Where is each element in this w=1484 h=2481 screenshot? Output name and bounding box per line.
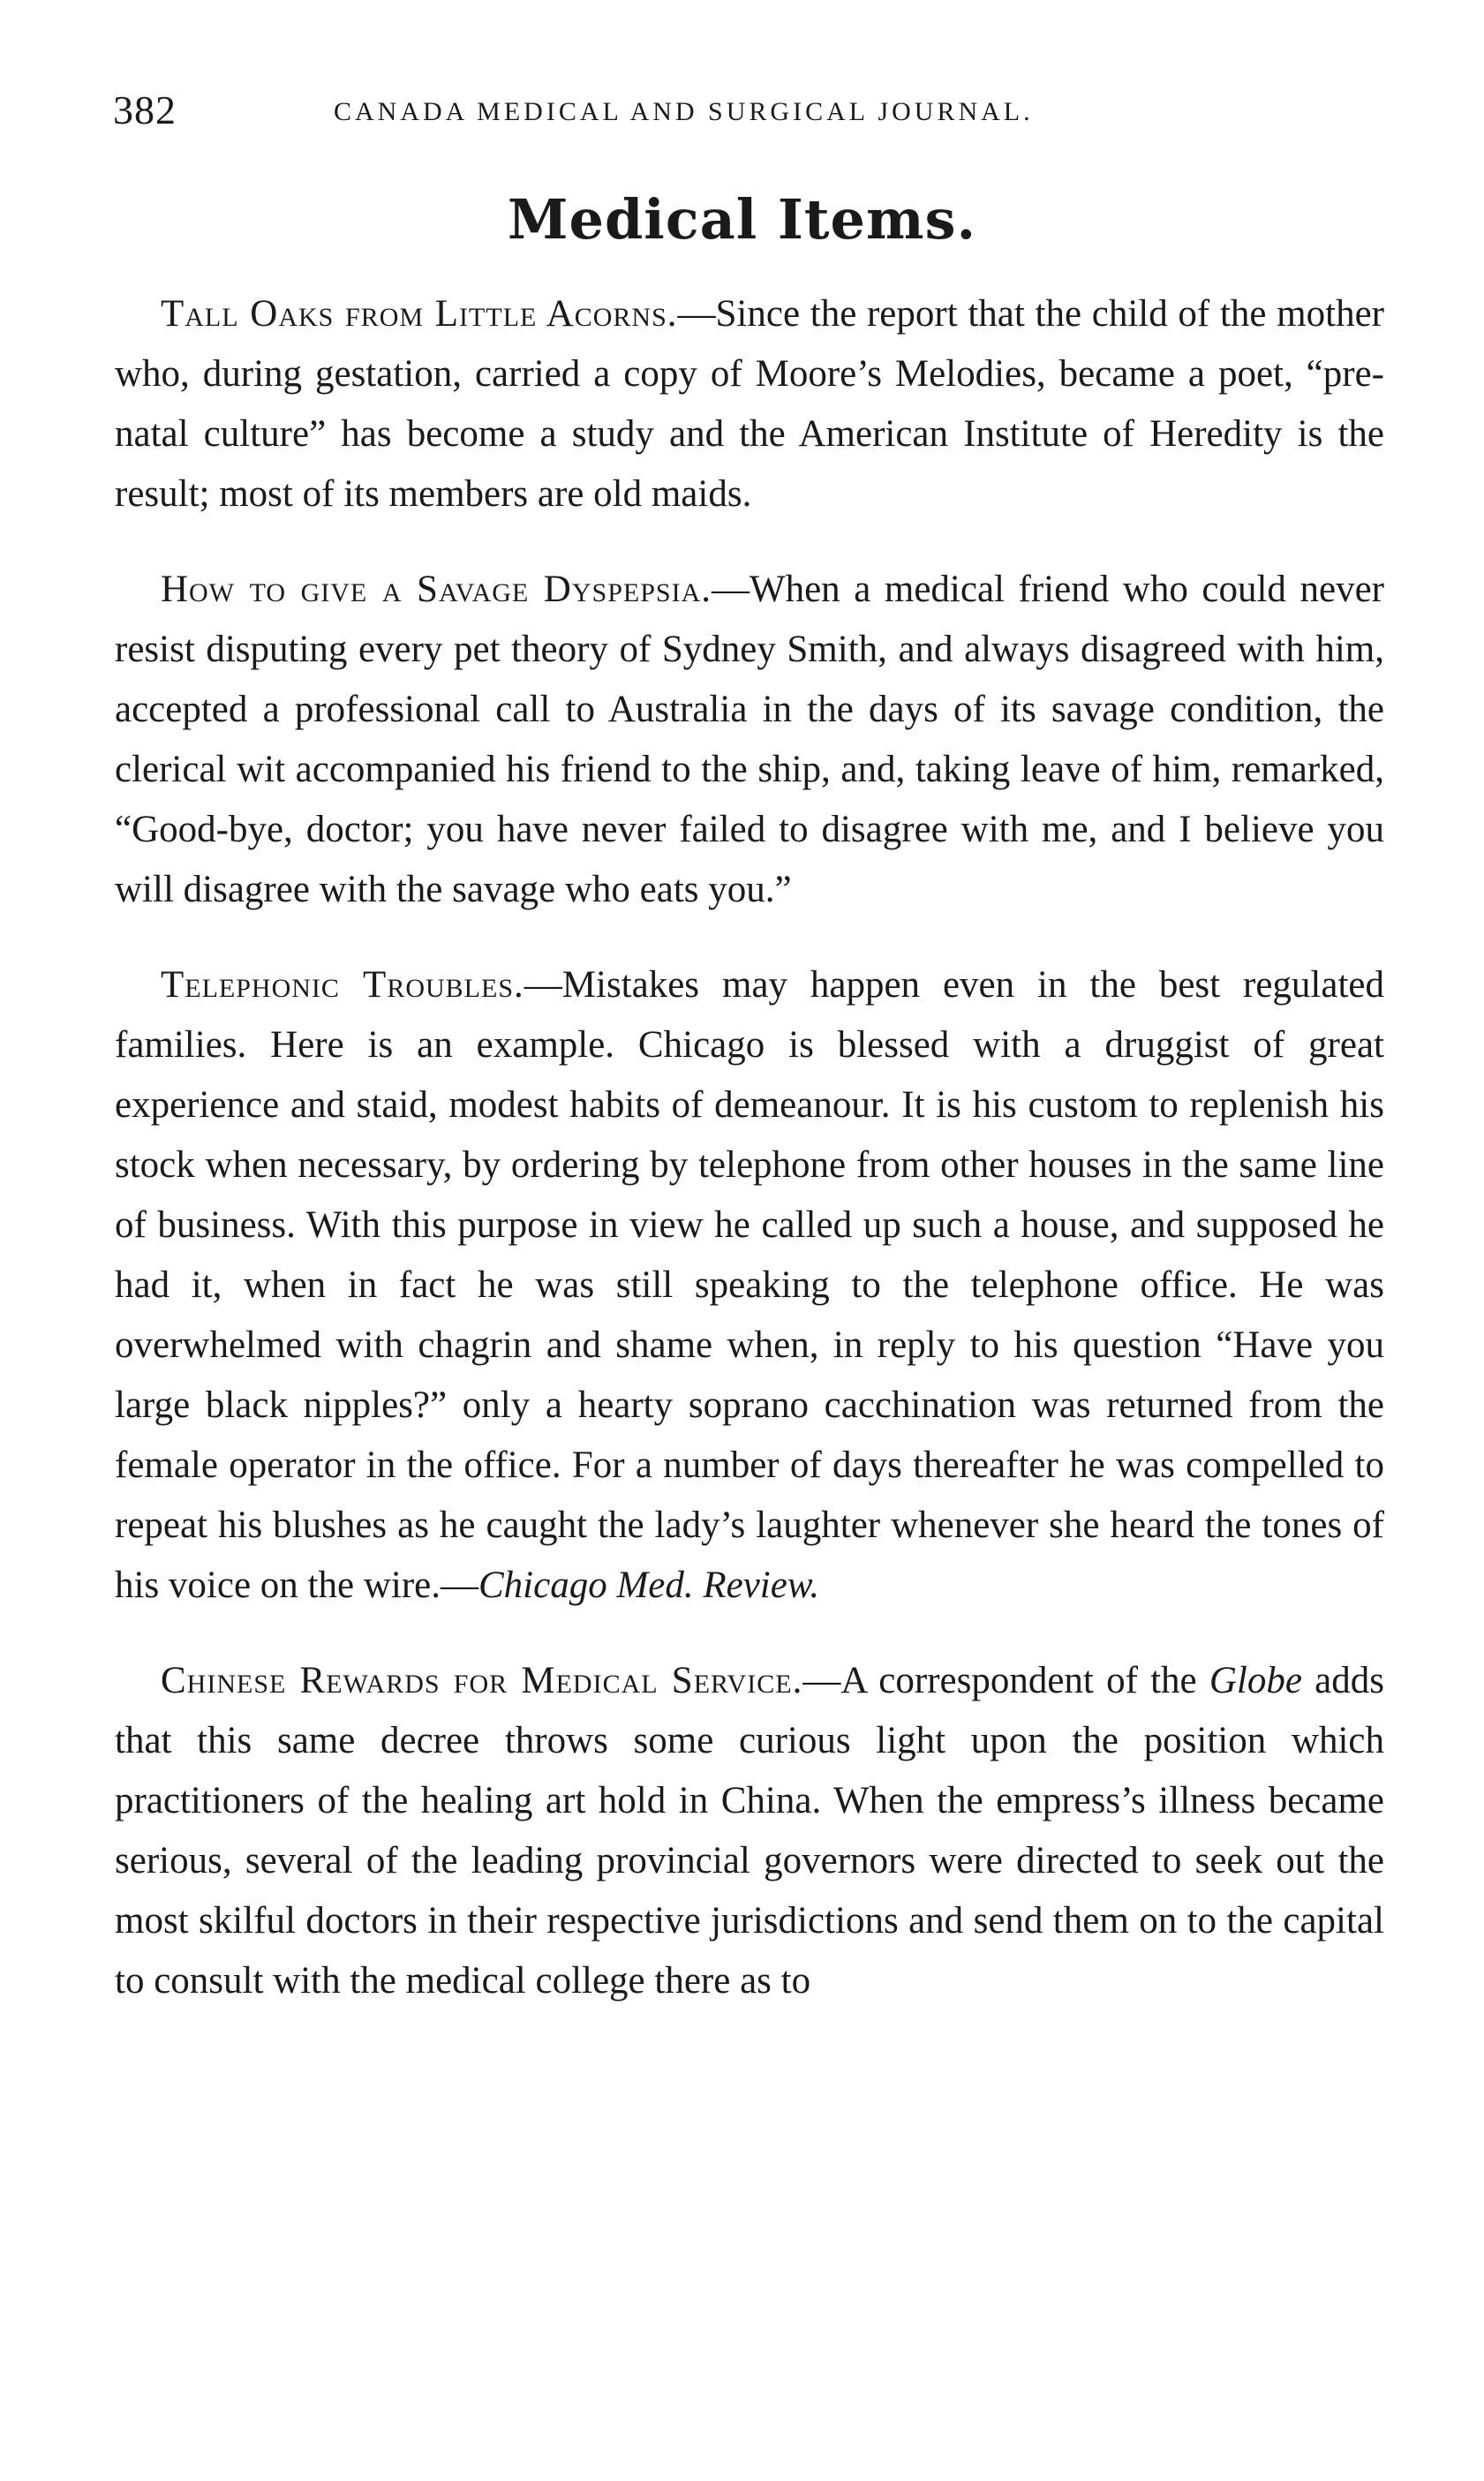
news-item-tall-oaks — [115, 284, 1384, 524]
item-body-part1: —A correspondent of the — [802, 1660, 1209, 1701]
page-number: 382 — [113, 87, 177, 132]
page-header — [113, 87, 1384, 140]
news-item-telephonic-troubles — [115, 955, 1384, 1616]
item-title: How to give a Savage Dyspepsia. — [161, 569, 712, 610]
item-body: —Since the report that the child of the mother who, during gestation, carried a copy of Moore’s Melodies, became a poet, “pre-natal culture” has become a study and the American Institute of Heredity is the result; most of its members are old maids. — [115, 293, 1384, 515]
news-item-savage-dyspepsia — [115, 560, 1384, 920]
section-title: Medical Items. — [507, 187, 977, 252]
news-item-chinese-rewards — [115, 1651, 1384, 2011]
item-citation: Chicago Med. Review. — [478, 1565, 820, 1606]
item-body: —When a medical friend who could never resist disputing every pet theory of Sydney Smith, and always disagreed with him, accepted a professional call to Australia in the days of its savage condition, the clerical wit accompanied his friend to the ship, and, taking leave of him, remarked, “Good-bye, doctor; you have never failed to disagree with me, and I believe you will disagree with the savage who eats you.” — [115, 569, 1384, 910]
item-body-italic: Globe — [1209, 1660, 1302, 1701]
running-head: CANADA MEDICAL AND SURGICAL JOURNAL. — [334, 97, 1034, 126]
item-body: —Mistakes may happen even in the best regulated families. Here is an example. Chicago is blessed with a druggist of great experience and staid, modest habits of demeanour. It is his custom to replenish his stock when necessary, by ordering by telephone from other houses in the same line of business. With this purpose in view he called up such a house, and supposed he had it, when in fact he was still speaking to the telephone office. He was overwhelmed with chagrin and shame when, in reply to his question “Have you large black nipples?” only a hearty soprano cacchination was returned from the female operator in the office. For a number of days thereafter he was compelled to repeat his blushes as he caught the lady’s laughter whenever she heard the tones of his voice on the wire.— — [115, 964, 1384, 1606]
item-body-part2: adds that this same decree throws some curious light upon the position which practitioners of the healing art hold in China. When the empress’s illness became serious, several of the leading provincial governors were directed to seek out the most skilful doctors in their respective jurisdictions and send them on to the capital to consult with the medical college there as to — [115, 1660, 1385, 2002]
item-title: Chinese Rewards for Medical Service. — [161, 1660, 803, 1701]
item-title: Telephonic Troubles. — [161, 964, 524, 1006]
item-title: Tall Oaks from Little Acorns. — [161, 293, 678, 335]
article-body — [115, 284, 1384, 2047]
